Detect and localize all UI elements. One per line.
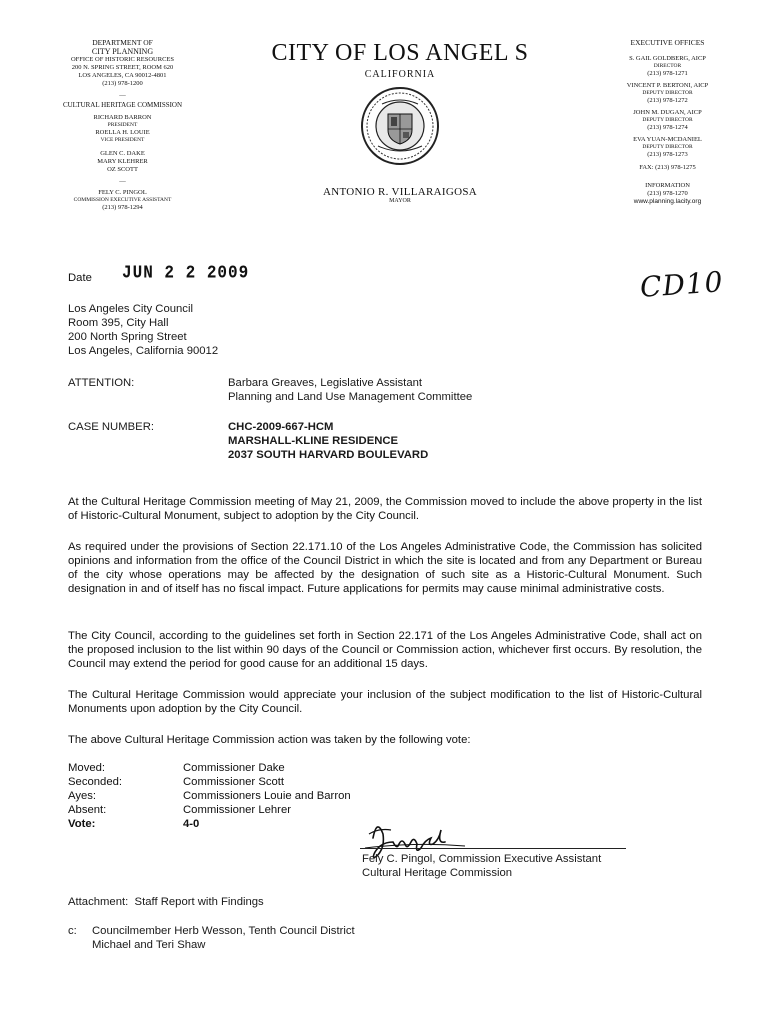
city-header [250, 40, 550, 80]
member-name: ROELLA H. LOUIE [95, 129, 150, 136]
paragraph: The City Council, according to the guidelines set forth in Section 22.171 of the Los Angeles Administrative Code, shall act on the proposed inclusion to the list within 90 days of the Council or Commission action, whichever first occurs. By resolution, the Council may extend the period for good cause for an additional 15 days. [68, 630, 702, 670]
vote-label: Absent: [68, 804, 107, 816]
member-name: GLEN C. DAKE [100, 150, 145, 157]
info-label: INFORMATION [645, 182, 690, 189]
dept-line5: LOS ANGELES, CA 90012-4801 [78, 72, 167, 79]
staff-phone: (213) 978-1294 [102, 204, 143, 211]
addressee-line: Room 395, City Hall [68, 317, 169, 329]
exec-title: EXECUTIVE OFFICES [630, 38, 705, 47]
mayor-title: MAYOR [389, 198, 411, 204]
vote-value: 4-0 [183, 818, 200, 830]
exec-role: DEPUTY DIRECTOR [642, 144, 693, 150]
cc-label: c: [68, 925, 77, 937]
exec-phone: (213) 978-1274 [647, 124, 688, 131]
member-name: RICHARD BARRON [93, 114, 152, 121]
member-name: OZ SCOTT [107, 166, 138, 173]
member-title: VICE PRESIDENT [100, 137, 145, 143]
paragraph: The Cultural Heritage Commission would appreciate your inclusion of the subject modification to the list of Historic-Cultural Monuments upon adoption by the City Council. [68, 689, 702, 715]
exec-phone: (213) 978-1271 [647, 70, 688, 77]
staff-name: FELY C. PINGOL [98, 189, 147, 196]
exec-name: JOHN M. DUGAN, AICP [633, 109, 702, 116]
vote-label: Ayes: [68, 790, 97, 802]
attention-line: Barbara Greaves, Legislative Assistant [228, 377, 423, 389]
state-name: CALIFORNIA [364, 69, 436, 80]
divider: — [119, 178, 126, 185]
commission-name: CULTURAL HERITAGE COMMISSION [62, 101, 183, 109]
member-name: MARY KLEHRER [97, 158, 148, 165]
addressee-line: Los Angeles City Council [68, 303, 193, 315]
exec-name: VINCENT P. BERTONI, AICP [626, 82, 709, 89]
signature-line [360, 848, 626, 849]
attention-block [228, 376, 472, 404]
case-address: 2037 SOUTH HARVARD BOULEVARD [228, 449, 429, 461]
attention-label: ATTENTION: [68, 377, 135, 389]
vote-value: Commissioner Dake [183, 762, 285, 774]
city-seal [360, 86, 440, 166]
addressee-line: Los Angeles, California 90012 [68, 345, 219, 357]
dept-line2: CITY PLANNING [91, 47, 154, 56]
date-stamp: JUN 2 2 2009 [122, 262, 250, 284]
exec-name: S. GAIL GOLDBERG, AICP [629, 55, 706, 62]
mayor-block [305, 186, 495, 204]
city-title: CITY OF LOS ANGEL S [271, 40, 529, 66]
vote-value: Commissioners Louie and Barron [183, 790, 351, 802]
exec-role: DEPUTY DIRECTOR [642, 90, 693, 96]
handwritten-district-code: CD10 [638, 265, 725, 304]
vote-value: Commissioner Lehrer [183, 804, 291, 816]
executive-offices-block [600, 38, 735, 206]
dept-line1: DEPARTMENT OF [92, 38, 153, 47]
fax-number: FAX: (213) 978-1275 [639, 164, 696, 171]
staff-title: COMMISSION EXECUTIVE ASSISTANT [73, 197, 172, 203]
mayor-name: ANTONIO R. VILLARAIGOSA [322, 186, 478, 198]
date-label: Date [68, 272, 92, 284]
case-number-label: CASE NUMBER: [68, 421, 154, 433]
dept-line4: 200 N. SPRING STREET, ROOM 620 [71, 64, 174, 71]
case-number: CHC-2009-667-HCM [228, 421, 334, 433]
case-property-name: MARSHALL-KLINE RESIDENCE [228, 435, 399, 447]
cc-recipient: Councilmember Herb Wesson, Tenth Council District [92, 925, 355, 937]
cc-recipient: Michael and Teri Shaw [92, 939, 206, 951]
addressee-block [68, 302, 218, 358]
signature-block [362, 852, 601, 880]
member-title: PRESIDENT [107, 122, 138, 128]
cc-block [92, 924, 355, 952]
department-block [40, 38, 205, 212]
exec-role: DEPUTY DIRECTOR [642, 117, 693, 123]
signer-name: Fely C. Pingol, Commission Executive Assistant [362, 853, 602, 865]
exec-role: DIRECTOR [653, 63, 682, 69]
paragraph: As required under the provisions of Section 22.171.10 of the Los Angeles Administrative Code, the Commission has solicited opinions and information from the office of the Council District in which the site is located and from any Department or Bureau of the city whose operations may be affected by the designation of such site as a Historic-Cultural Monument. Such designation in and of itself has no fiscal impact. Future applications for permits may cause minimal administrative costs. [68, 541, 702, 595]
paragraph: At the Cultural Heritage Commission meeting of May 21, 2009, the Commission moved to include the above property in the list of Historic-Cultural Monument, subject to adoption by the City Council. [68, 496, 702, 522]
vote-label: Moved: [68, 762, 106, 774]
exec-phone: (213) 978-1272 [647, 97, 688, 104]
addressee-line: 200 North Spring Street [68, 331, 187, 343]
attention-line: Planning and Land Use Management Committee [228, 391, 473, 403]
dept-line6: (213) 978-1200 [102, 80, 143, 87]
dept-line3: OFFICE OF HISTORIC RESOURCES [70, 56, 174, 63]
signer-organization: Cultural Heritage Commission [362, 867, 513, 879]
vote-label: Vote: [68, 818, 96, 830]
vote-label: Seconded: [68, 776, 123, 788]
exec-phone: (213) 978-1273 [647, 151, 688, 158]
paragraph: The above Cultural Heritage Commission action was taken by the following vote: [68, 734, 471, 746]
info-phone: (213) 978-1270 [647, 190, 688, 197]
exec-name: EVA YUAN-MCDANIEL [633, 136, 702, 143]
vote-value: Commissioner Scott [183, 776, 285, 788]
website-link[interactable]: www.planning.lacity.org [633, 198, 702, 205]
attachment-line: Attachment: Staff Report with Findings [68, 896, 264, 908]
divider: — [119, 92, 126, 99]
case-block [228, 420, 428, 462]
